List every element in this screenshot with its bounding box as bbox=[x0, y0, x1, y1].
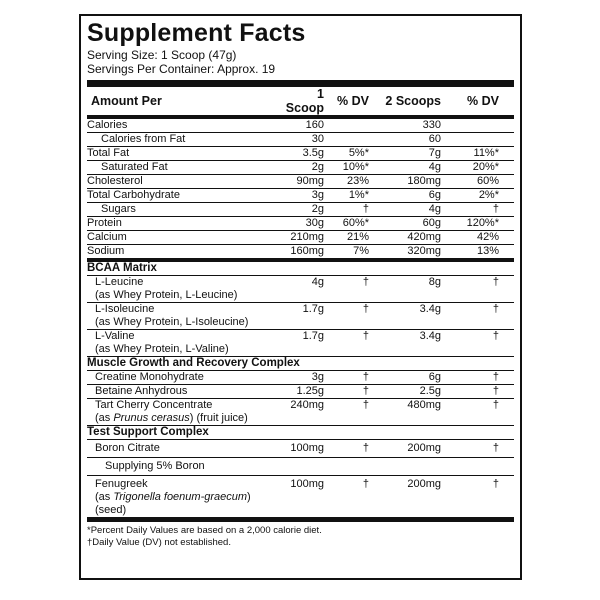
amount-two-scoops: 2.5g bbox=[419, 385, 441, 397]
dv-one-scoop bbox=[324, 119, 369, 132]
dv-two-scoops: † bbox=[492, 303, 499, 315]
amount-two-scoops: 6g bbox=[428, 371, 441, 383]
dv-one-scoop: † bbox=[362, 276, 369, 288]
amount-two-scoops: 330 bbox=[422, 119, 441, 131]
nutrient-name: Calcium bbox=[87, 231, 127, 243]
dv-two-scoops bbox=[441, 119, 501, 132]
amount-two-scoops: 60g bbox=[422, 217, 441, 229]
note-prefix: (as bbox=[95, 491, 114, 503]
note-prefix: (as bbox=[95, 412, 114, 424]
nutrient-row-calories-from-fat bbox=[87, 133, 514, 147]
dv-two-scoops: † bbox=[492, 330, 499, 342]
dv-two-scoops: † bbox=[492, 478, 499, 490]
amount-two-scoops: 420mg bbox=[407, 231, 441, 243]
nutrient-name: Sodium bbox=[87, 245, 125, 257]
dv-one-scoop: † bbox=[362, 478, 369, 490]
dv-one-scoop: † bbox=[362, 385, 369, 397]
ingredient-row-valine bbox=[87, 330, 514, 357]
amount-two-scoops: 7g bbox=[428, 147, 441, 159]
dv-one-scoop: † bbox=[362, 330, 369, 342]
dv-two-scoops: 11%* bbox=[473, 147, 499, 159]
nutrient-row-total-carbohydrate bbox=[87, 189, 514, 203]
ingredient-name: Tart Cherry Concentrate bbox=[95, 399, 213, 411]
amount-two-scoops: 3.4g bbox=[419, 330, 441, 342]
amount-two-scoops: 8g bbox=[428, 276, 441, 288]
ingredient-note: (as Whey Protein, L-Valine) bbox=[95, 343, 229, 355]
dv-one-scoop: 23% bbox=[346, 175, 369, 187]
dv-one-scoop: † bbox=[362, 203, 369, 215]
note-latin-name: Trigonella foenum-graecum bbox=[113, 491, 248, 503]
dv-two-scoops: † bbox=[492, 399, 499, 411]
nutrient-row-protein bbox=[87, 217, 514, 231]
ingredient-row-boron bbox=[87, 440, 514, 458]
ingredient-sub-note: Supplying 5% Boron bbox=[105, 460, 205, 472]
footnote-percent-dv: *Percent Daily Values are based on a 2,000 calorie diet. bbox=[87, 525, 322, 536]
ingredient-note: (as Whey Protein, L-Leucine) bbox=[95, 289, 238, 301]
amount-two-scoops: 4g bbox=[428, 161, 441, 173]
ingredient-row-boron-supplying bbox=[87, 458, 514, 476]
footnote-dv-not-established: †Daily Value (DV) not established. bbox=[87, 537, 231, 548]
dv-one-scoop: † bbox=[362, 399, 369, 411]
ingredient-name: L-Valine bbox=[95, 330, 135, 342]
header-dv-two: % DV bbox=[467, 94, 499, 108]
ingredient-name: Betaine Anhydrous bbox=[95, 385, 188, 397]
amount-one-scoop: 3g bbox=[311, 189, 324, 201]
ingredient-row-tart-cherry bbox=[87, 399, 514, 426]
nutrient-name: Sugars bbox=[101, 203, 136, 215]
amount-one-scoop: 1.7g bbox=[302, 330, 324, 342]
nutrient-name: Saturated Fat bbox=[101, 161, 168, 173]
ingredient-name-block bbox=[87, 478, 277, 517]
nutrient-name: Protein bbox=[87, 217, 122, 229]
amount-one-scoop: 1.25g bbox=[296, 385, 324, 397]
ingredient-row-leucine bbox=[87, 276, 514, 303]
dv-one-scoop: † bbox=[362, 442, 369, 454]
section-heading-bcaa bbox=[87, 262, 514, 276]
nutrient-row-sugars bbox=[87, 203, 514, 217]
panel-title: Supplement Facts bbox=[87, 19, 306, 47]
amount-two-scoops: 60 bbox=[428, 133, 441, 145]
dv-two-scoops: † bbox=[492, 276, 499, 288]
footnotes bbox=[87, 525, 514, 549]
medium-divider bbox=[87, 518, 514, 522]
nutrient-row-calcium bbox=[87, 231, 514, 245]
dv-one-scoop: 10%* bbox=[342, 161, 369, 173]
amount-one-scoop: 160mg bbox=[290, 245, 324, 257]
dv-one-scoop: 5%* bbox=[348, 147, 369, 159]
section-title: Muscle Growth and Recovery Complex bbox=[87, 357, 300, 369]
dv-two-scoops: 13% bbox=[476, 245, 499, 257]
note-latin-name: Prunus cerasus bbox=[113, 412, 190, 424]
amount-two-scoops: 200mg bbox=[407, 478, 441, 490]
dv-two-scoops: 20%* bbox=[472, 161, 499, 173]
dv-two-scoops: 42% bbox=[476, 231, 499, 243]
dv-two-scoops: 120%* bbox=[466, 217, 499, 229]
servings-per-container: Servings Per Container: Approx. 19 bbox=[87, 62, 276, 76]
serving-size: Serving Size: 1 Scoop (47g) bbox=[87, 48, 237, 62]
ingredient-row-betaine bbox=[87, 385, 514, 399]
dv-two-scoops bbox=[441, 133, 501, 146]
dv-one-scoop: 7% bbox=[353, 245, 369, 257]
dv-one-scoop bbox=[324, 133, 369, 146]
section-heading-test-support bbox=[87, 426, 514, 440]
nutrient-row-sodium bbox=[87, 245, 514, 262]
ingredient-note bbox=[95, 412, 277, 425]
amount-two-scoops: 200mg bbox=[407, 442, 441, 454]
dv-two-scoops: 2%* bbox=[478, 189, 499, 201]
nutrient-name: Cholesterol bbox=[87, 175, 143, 187]
dv-one-scoop: 1%* bbox=[348, 189, 369, 201]
header-two-scoops: 2 Scoops bbox=[385, 94, 441, 108]
dv-one-scoop: † bbox=[362, 371, 369, 383]
header-dv-one: % DV bbox=[337, 94, 369, 108]
amount-two-scoops: 320mg bbox=[407, 245, 441, 257]
note-suffix: ) (seed) bbox=[95, 491, 251, 516]
dv-two-scoops: † bbox=[492, 203, 499, 215]
thick-divider bbox=[87, 80, 514, 87]
ingredient-note: (as Whey Protein, L-Isoleucine) bbox=[95, 316, 249, 328]
column-header-row bbox=[87, 87, 514, 115]
ingredient-name-block bbox=[87, 399, 277, 425]
amount-one-scoop: 90mg bbox=[296, 175, 324, 187]
amount-one-scoop: 160 bbox=[305, 119, 324, 131]
nutrient-row-calories bbox=[87, 119, 514, 133]
nutrient-name: Total Carbohydrate bbox=[87, 189, 180, 201]
amount-one-scoop: 2g bbox=[311, 203, 324, 215]
nutrient-name: Calories from Fat bbox=[101, 133, 186, 145]
ingredient-row-creatine bbox=[87, 371, 514, 385]
ingredient-name-block bbox=[87, 276, 277, 302]
amount-two-scoops: 180mg bbox=[407, 175, 441, 187]
ingredient-name-block bbox=[87, 330, 277, 356]
amount-one-scoop: 30 bbox=[311, 133, 324, 145]
nutrient-name: Total Fat bbox=[87, 147, 130, 159]
header-amount-per: Amount Per bbox=[91, 94, 162, 108]
amount-one-scoop: 240mg bbox=[290, 399, 324, 411]
ingredient-name: Boron Citrate bbox=[95, 442, 160, 454]
nutrient-row-saturated-fat bbox=[87, 161, 514, 175]
dv-one-scoop: 21% bbox=[346, 231, 369, 243]
amount-two-scoops: 3.4g bbox=[419, 303, 441, 315]
section-heading-muscle bbox=[87, 357, 514, 371]
amount-two-scoops: 480mg bbox=[407, 399, 441, 411]
amount-one-scoop: 3.5g bbox=[302, 147, 324, 159]
ingredient-row-fenugreek bbox=[87, 476, 514, 518]
dv-two-scoops: † bbox=[492, 385, 499, 397]
amount-one-scoop: 210mg bbox=[290, 231, 324, 243]
amount-one-scoop: 2g bbox=[311, 161, 324, 173]
amount-two-scoops: 4g bbox=[428, 203, 441, 215]
ingredient-row-isoleucine bbox=[87, 303, 514, 330]
ingredient-name: Creatine Monohydrate bbox=[95, 371, 204, 383]
nutrient-row-total-fat bbox=[87, 147, 514, 161]
dv-two-scoops: 60% bbox=[476, 175, 499, 187]
ingredient-note bbox=[95, 491, 277, 517]
ingredient-name: L-Leucine bbox=[95, 276, 144, 288]
note-suffix: ) (fruit juice) bbox=[189, 412, 248, 424]
ingredient-name: Fenugreek bbox=[95, 478, 148, 490]
dv-two-scoops: † bbox=[492, 442, 499, 454]
nutrient-name: Calories bbox=[87, 119, 128, 131]
amount-one-scoop: 100mg bbox=[290, 442, 324, 454]
amount-one-scoop: 4g bbox=[311, 276, 324, 288]
nutrient-row-cholesterol bbox=[87, 175, 514, 189]
amount-one-scoop: 1.7g bbox=[302, 303, 324, 315]
supplement-facts-panel bbox=[79, 14, 522, 580]
section-title: Test Support Complex bbox=[87, 426, 209, 438]
amount-one-scoop: 100mg bbox=[290, 478, 324, 490]
ingredient-name: L-Isoleucine bbox=[95, 303, 155, 315]
dv-one-scoop: 60%* bbox=[342, 217, 369, 229]
header-one-scoop: 1 Scoop bbox=[285, 87, 324, 115]
dv-two-scoops: † bbox=[492, 371, 499, 383]
amount-one-scoop: 30g bbox=[305, 217, 324, 229]
amount-two-scoops: 6g bbox=[428, 189, 441, 201]
amount-one-scoop: 3g bbox=[311, 371, 324, 383]
section-title: BCAA Matrix bbox=[87, 262, 157, 274]
ingredient-name-block bbox=[87, 303, 277, 329]
dv-one-scoop: † bbox=[362, 303, 369, 315]
